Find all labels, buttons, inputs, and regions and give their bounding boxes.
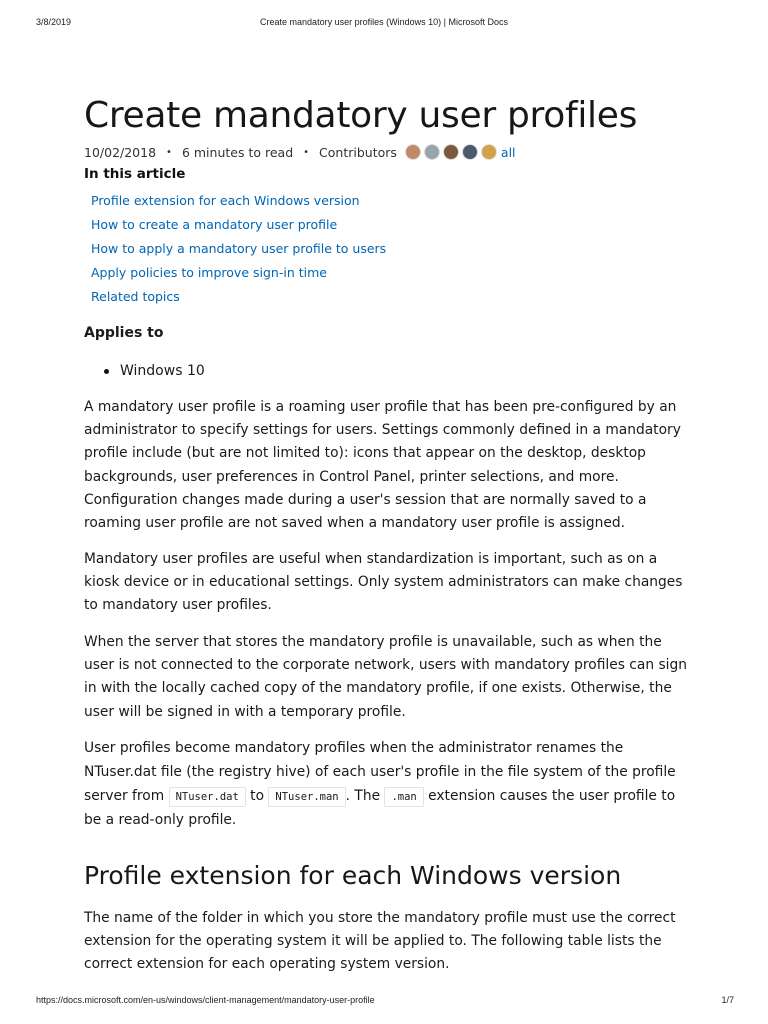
contributor-avatar-icon[interactable] <box>405 144 421 160</box>
toc-link-profile-extension[interactable]: Profile extension for each Windows version <box>91 193 360 208</box>
contributor-avatar-icon[interactable] <box>443 144 459 160</box>
article-metadata <box>84 142 704 162</box>
toc-link-create-profile[interactable]: How to create a mandatory user profile <box>91 217 338 232</box>
all-contributors-link[interactable]: all <box>500 144 516 160</box>
code-ntuser-dat: NTuser.dat <box>169 787 246 807</box>
contributor-avatar-icon[interactable] <box>481 144 497 160</box>
rename-text-3: . The <box>345 787 385 804</box>
toc-item <box>91 262 386 286</box>
applies-to-item: Windows 10 <box>84 360 205 382</box>
print-url: https://docs.microsoft.com/en-us/windows/client-management/mandatory-user-profile <box>36 995 375 1005</box>
meta-separator: • <box>303 146 310 158</box>
page-title: Create mandatory user profiles <box>84 95 638 136</box>
meta-separator: • <box>166 146 172 158</box>
paragraph-server-unavailable: When the server that stores the mandatory profile is unavailable, such as when the user is not connected to the corporate network, users with mandatory profiles can sign in with the locally cached copy of the mandatory profile, if one exists. Otherwise, the user will be signed in with a temporary profile. <box>84 634 687 720</box>
applies-to-list <box>84 360 205 382</box>
toc-link-apply-profile[interactable]: How to apply a mandatory user profile to users <box>91 241 387 256</box>
paragraph-rename <box>84 737 696 833</box>
toc-link-related-topics[interactable]: Related topics <box>91 289 180 304</box>
contributor-avatar-icon[interactable] <box>424 144 440 160</box>
toc-item <box>91 238 386 262</box>
read-time: 6 minutes to read <box>181 144 294 160</box>
paragraph-extension-intro: The name of the folder in which you store the mandatory profile must use the correct extension for the operating system it will be applied to. The following table lists the correct extension for each operating system version. <box>84 910 676 973</box>
toc-item <box>91 214 386 238</box>
section-heading-profile-extension: Profile extension for each Windows version <box>84 861 622 890</box>
contributor-avatars <box>405 144 497 160</box>
table-of-contents <box>91 190 386 310</box>
toc-item <box>91 286 386 310</box>
paragraph-intro: A mandatory user profile is a roaming user profile that has been pre-configured by an administrator to specify settings for users. Settings commonly defined in a mandatory profile include (but are not limited to): icons that appear on the desktop, desktop backgrounds, user preferences in Control Panel, printer selections, and more. Configuration changes made during a user's session that are normally saved to a roaming user profile are not saved when a mandatory user profile is assigned. <box>84 399 681 532</box>
applies-to-heading: Applies to <box>84 325 164 341</box>
contributors-label: Contributors <box>319 144 397 160</box>
paragraph-usefulness: Mandatory user profiles are useful when standardization is important, such as on a kiosk device or in educational settings. Only system administrators can make changes to mandatory user profiles. <box>84 551 683 614</box>
rename-text-1: User profiles become mandatory profiles when the administrator renames the NTuser.dat file (the registry hive) of each user's profile in the file system of the profile server from <box>84 740 676 804</box>
print-date: 3/8/2019 <box>36 17 72 27</box>
contributor-avatar-icon[interactable] <box>462 144 478 160</box>
print-page-title: Create mandatory user profiles (Windows 10) | Microsoft Docs <box>260 17 508 27</box>
code-man-extension: .man <box>384 787 423 807</box>
code-ntuser-man: NTuser.man <box>268 787 345 807</box>
toc-link-apply-policies[interactable]: Apply policies to improve sign-in time <box>91 265 327 280</box>
article-date: 10/02/2018 <box>84 144 157 160</box>
toc-item <box>91 190 386 214</box>
page-number: 1/7 <box>721 995 734 1005</box>
toc-heading: In this article <box>84 166 186 182</box>
rename-text-2: to <box>245 787 269 804</box>
print-header <box>0 17 768 31</box>
rename-text-4: extension causes the user profile to be a read-only profile. <box>84 787 676 829</box>
print-footer <box>0 995 768 1009</box>
